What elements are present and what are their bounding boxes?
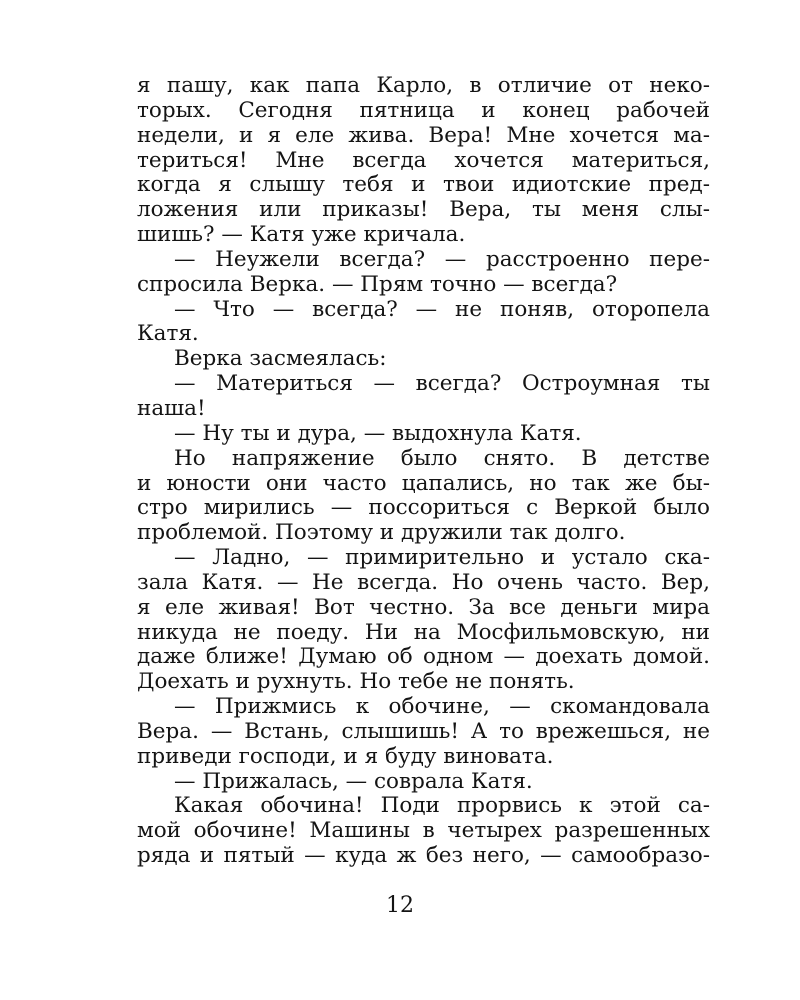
text-line-11: Катя. xyxy=(137,321,199,347)
text-line-25: Доехать и рухнуть. Но тебе не понять. xyxy=(137,669,575,695)
text-line-5: когда я слышу тебя и твои идиотские пред- xyxy=(137,172,710,198)
text-line-24: даже ближе! Думаю об одном — доехать домой. xyxy=(137,644,710,670)
text-line-20: — Ладно, — примирительно и устало ска- xyxy=(174,545,710,571)
text-line-28: приведи господи, и я буду виновата. xyxy=(137,743,554,769)
text-line-21: зала Катя. — Не всегда. Но очень часто. Вер, xyxy=(137,569,710,595)
text-line-6: ложения или приказы! Вера, ты меня слы- xyxy=(137,197,710,223)
text-line-18: стро мирились — поссориться с Веркой было xyxy=(137,495,710,521)
text-line-2: торых. Сегодня пятница и конец рабочей xyxy=(137,97,710,123)
text-line-26: — Прижмись к обочине, — скомандовала xyxy=(174,694,710,720)
text-line-3: недели, и я еле жива. Вера! Мне хочется ма- xyxy=(137,122,710,148)
text-line-8: — Неужели всегда? — расстроенно пере- xyxy=(174,246,710,272)
text-line-19: проблемой. Поэтому и дружили так долго. xyxy=(137,520,626,546)
text-line-30: Какая обочина! Поди прорвись к этой са- xyxy=(174,793,710,819)
text-line-10: — Что — всегда? — не поняв, оторопела xyxy=(174,296,710,322)
text-line-22: я еле живая! Вот честно. За все деньги мира xyxy=(137,594,710,620)
text-line-12: Верка засмеялась: xyxy=(174,346,387,372)
body-text xyxy=(137,74,710,869)
text-line-7: шишь? — Катя уже кричала. xyxy=(137,222,466,248)
text-line-14: наша! xyxy=(137,395,206,421)
text-line-13: — Материться — всегда? Остроумная ты xyxy=(174,371,710,397)
text-line-1: я пашу, как папа Карло, в отличие от неко- xyxy=(137,73,710,98)
text-line-17: и юности они часто цапались, но так же бы- xyxy=(137,470,710,496)
text-line-27: Вера. — Встань, слышишь! А то врежешься, не xyxy=(137,718,710,744)
text-line-4: териться! Мне всегда хочется материться, xyxy=(137,147,710,173)
text-line-29: — Прижалась, — соврала Катя. xyxy=(174,768,533,794)
text-line-9: спросила Верка. — Прям точно — всегда? xyxy=(137,271,618,297)
text-line-15: — Ну ты и дура, — выдохнула Катя. xyxy=(174,420,582,446)
text-line-32: ряда и пятый — куда ж без него, — самообразо- xyxy=(137,843,710,869)
text-line-23: никуда не поеду. Ни на Мосфильмовскую, ни xyxy=(137,619,710,645)
text-line-31: мой обочине! Машины в четырех разрешенных xyxy=(137,818,710,844)
page-number: 12 xyxy=(386,893,414,918)
text-line-16: Но напряжение было снято. В детстве xyxy=(174,445,710,471)
